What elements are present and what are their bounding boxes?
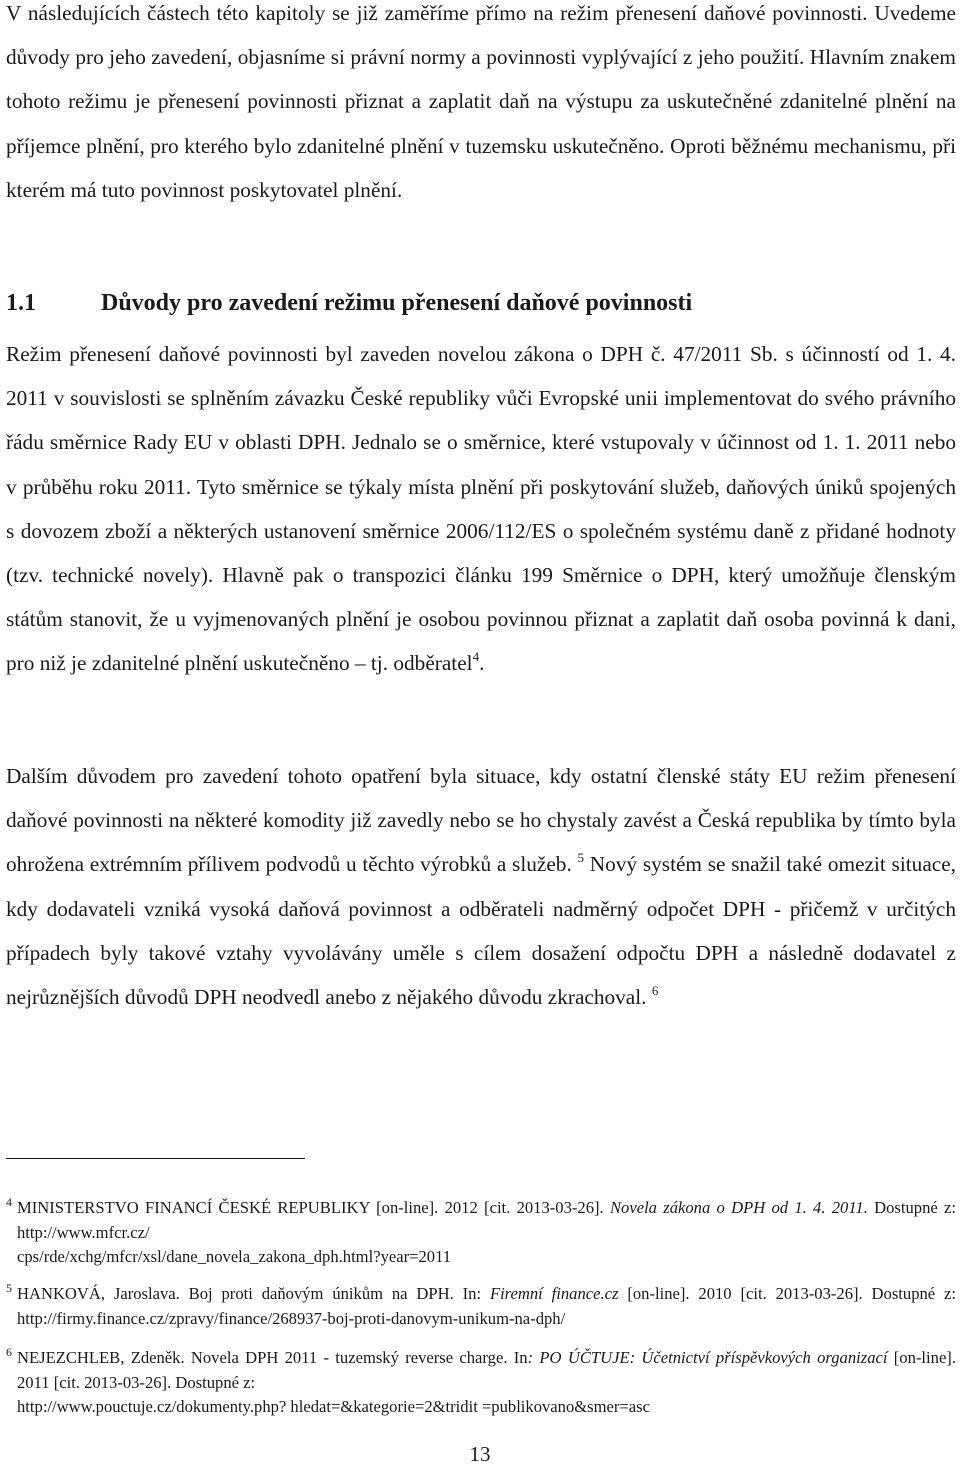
footnote-text-tail: [on-line]. 2011 [cit. 2013-03-26]. Dostupné z: xyxy=(17,1348,956,1392)
section-paragraph xyxy=(6,332,956,686)
footnote-link[interactable]: [on-line]. 2010 [cit. 2013-03-26]. Dostupné z: http://firmy.finance.cz/zpravy/finance/268937-boj-proti-danovym-unikum-na-dph/ xyxy=(17,1284,956,1328)
reasons-paragraph xyxy=(6,754,956,1019)
page-number: 13 xyxy=(469,1442,491,1466)
section-paragraph-text: Režim přenesení daňové povinnosti byl zaveden novelou zákona o DPH č. 47/2011 Sb. s účinností od 1. 4. 2011 v souvislosti se splněním závazku České republiky vůči Evropské unii implementovat do svého právního řádu směrnice Rady EU v oblasti DPH. Jednalo se o směrnice, které vstupovaly v účinnost od 1. 1. 2011 nebo v průběhu roku 2011. Tyto směrnice se týkaly místa plnění při poskytování služeb, daňových úniků spojených s dovozem zboží a některých ustanovení směrnice 2006/112/ES o společném systému daně z přidané hodnoty (tzv. technické novely). Hlavně pak o transpozici článku 199 Směrnice o DPH, který umožňuje členským státům stanovit, že u vyjmenovaných plnění je osobou povinnou přiznat a zaplatit daň osoba povinná k dani, pro niž je zdanitelné plnění uskutečněno – tj. odběratel xyxy=(6,342,956,676)
footnote-4 xyxy=(6,1196,956,1270)
footnote-body xyxy=(17,1282,956,1331)
footnote-separator xyxy=(6,1158,305,1159)
footnote-title: Firemní finance.cz xyxy=(489,1284,619,1303)
footnote-title: Novela zákona o DPH od 1. 4. 2011. xyxy=(609,1198,868,1217)
footnote-text: NEJEZCHLEB, Zdeněk. Novela DPH 2011 - tuzemský reverse charge. In xyxy=(17,1348,528,1367)
footnote-link[interactable]: Dostupné z: http://www.mfcr.cz/ xyxy=(17,1198,956,1242)
footnote-body xyxy=(17,1196,956,1270)
section-paragraph-end: . xyxy=(479,651,485,676)
footnote-5 xyxy=(6,1282,956,1331)
reasons-paragraph-text-a: Dalším důvodem pro zavedení tohoto opatření byla situace, kdy ostatní členské státy EU režim přenesení daňové povinnosti na některé komodity již zavedly nebo se ho chystaly zavést a Česká republika by tímto byla ohrožena extrémním přílivem podvodů u těchto výrobků a služeb. xyxy=(6,764,956,877)
intro-paragraph: V následujících částech této kapitoly se již zaměříme přímo na režim přenesení daňové povinnosti. Uvedeme důvody pro jeho zavedení, objasníme si právní normy a povinnosti vyplývající z jeho použití. Hlavním znakem tohoto režimu je přenesení povinnosti přiznat a zaplatit daň na výstupu za uskutečněné zdanitelné plnění na příjemce plnění, pro kterého bylo zdanitelné plnění v tuzemsku uskutečněno. Oproti běžnému mechanismu, při kterém má tuto povinnost poskytovatel plnění. xyxy=(6,1,956,202)
footnote-text: HANKOVÁ, Jaroslava. Boj proti daňovým únikům na DPH. In: xyxy=(17,1284,490,1303)
footnote-mark: 4 xyxy=(6,1195,12,1209)
footnote-ref-6[interactable]: 6 xyxy=(651,983,659,999)
section-heading xyxy=(6,281,956,325)
section-title: Důvody pro zavedení režimu přenesení daňové povinnosti xyxy=(101,290,693,316)
footnote-mark: 6 xyxy=(6,1345,12,1359)
footnote-mark: 5 xyxy=(6,1281,12,1295)
footnote-link-continued[interactable]: cps/rde/xchg/mfcr/xsl/dane_novela_zakona_dph.html?year=2011 xyxy=(17,1247,452,1266)
footnote-title: : PO ÚČTUJE: Účetnictví příspěvkových organizací xyxy=(527,1348,888,1367)
footnote-ref-5[interactable]: 5 xyxy=(577,850,585,866)
footnote-ref-4[interactable]: 4 xyxy=(472,649,480,665)
footnote-text: MINISTERSTVO FINANCÍ ČESKÉ REPUBLIKY [on-line]. 2012 [cit. 2013-03-26]. xyxy=(17,1198,610,1217)
footnote-6 xyxy=(6,1346,956,1420)
reasons-paragraph-text-b: Nový systém se snažil také omezit situace, kdy dodavateli vzniká vysoká daňová povinnost a odběrateli nadměrný odpočet DPH - přičemž v určitých případech byly takové vztahy vyvolávány uměle s cílem dosažení odpočtu DPH a následně dodavatel z nejrůznějších důvodů DPH neodvedl anebo z nějakého důvodu zkrachoval. xyxy=(6,852,956,1010)
footnote-link[interactable]: http://www.pouctuje.cz/dokumenty.php? hledat=&kategorie=2&tridit =publikovano&smer=asc xyxy=(17,1397,650,1416)
section-number: 1.1 xyxy=(6,290,36,316)
footnote-body xyxy=(17,1346,956,1420)
